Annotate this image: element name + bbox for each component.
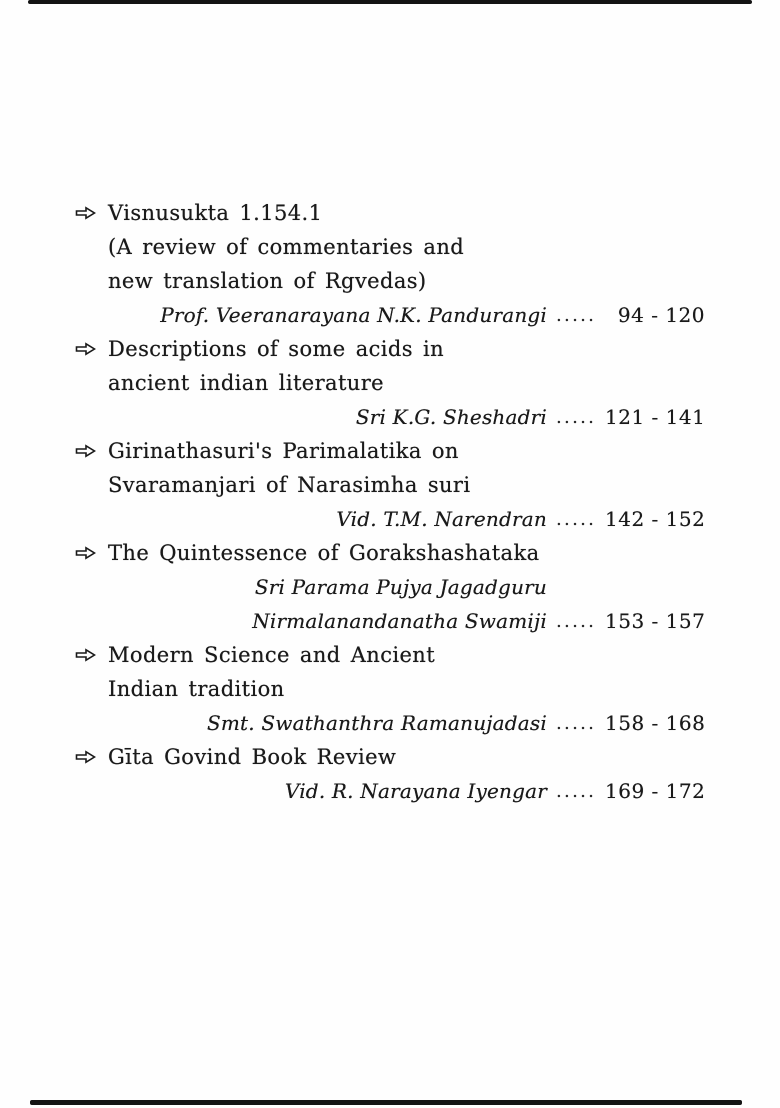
title-line (75, 230, 705, 264)
entry-author-text: Sri K.G. Sheshadri (355, 405, 547, 429)
arrow-bullet-icon (75, 196, 108, 230)
scan-edge-top (28, 0, 752, 4)
author-row (75, 298, 705, 332)
author-row (75, 774, 705, 808)
author-row (75, 706, 705, 740)
entry-page-range: 153 - 157 (605, 609, 706, 633)
arrow-bullet-icon (75, 740, 108, 774)
entry-author-text: Nirmalanandanatha Swamiji (252, 609, 547, 633)
title-line (75, 332, 705, 366)
toc-list (75, 196, 705, 808)
entry-title-text: The Quintessence of Gorakshashataka (108, 541, 540, 565)
toc-entry (75, 536, 705, 638)
title-line (75, 468, 705, 502)
author-row (75, 570, 705, 604)
entry-page-range: 142 - 152 (605, 507, 706, 531)
toc-entry (75, 434, 705, 536)
entry-title-text: Gīta Govind Book Review (108, 745, 397, 769)
entry-title-text: Svaramanjari of Narasimha suri (108, 473, 471, 497)
arrow-bullet-icon (75, 638, 108, 672)
entry-author-text: Smt. Swathanthra Ramanujadasi (206, 711, 547, 735)
bullet-spacer (75, 264, 108, 298)
entry-title-text: Descriptions of some acids in (108, 337, 445, 361)
author-row (75, 502, 705, 536)
arrow-bullet-icon (75, 536, 108, 570)
toc-entry (75, 196, 705, 332)
entry-title-text: Modern Science and Ancient (108, 643, 436, 667)
entry-author-text: Sri Parama Pujya Jagadguru (254, 575, 547, 599)
bullet-spacer (75, 468, 108, 502)
author-row (75, 400, 705, 434)
entry-title-text: new translation of Rgvedas) (108, 269, 427, 293)
entry-author-text: Vid. T.M. Narendran (336, 507, 547, 531)
title-line (75, 672, 705, 706)
author-row (75, 604, 705, 638)
dots-leader: ..... (555, 712, 597, 734)
dots-leader: ..... (555, 780, 597, 802)
title-line (75, 366, 705, 400)
dots-leader: ..... (555, 610, 597, 632)
title-line (75, 196, 705, 230)
scan-edge-bottom (30, 1100, 742, 1105)
dots-leader: ..... (555, 508, 597, 530)
entry-title-text: ancient indian literature (108, 371, 384, 395)
entry-page-range: 94 - 120 (617, 303, 705, 327)
entry-title-text: Girinathasuri's Parimalatika on (108, 439, 459, 463)
bullet-spacer (75, 366, 108, 400)
entry-page-range: 121 - 141 (605, 405, 706, 429)
entry-author-text: Vid. R. Narayana Iyengar (284, 779, 547, 803)
toc-entry (75, 638, 705, 740)
title-line (75, 264, 705, 298)
entry-page-range: 158 - 168 (605, 711, 706, 735)
dots-leader: ..... (555, 304, 597, 326)
title-line (75, 536, 705, 570)
title-line (75, 638, 705, 672)
entry-author-text: Prof. Veeranarayana N.K. Pandurangi (160, 303, 547, 327)
title-line (75, 434, 705, 468)
toc-entry (75, 740, 705, 808)
arrow-bullet-icon (75, 434, 108, 468)
title-line (75, 740, 705, 774)
entry-title-text: Indian tradition (108, 677, 285, 701)
dots-leader: ..... (555, 406, 597, 428)
entry-page-range: 169 - 172 (605, 779, 706, 803)
entry-title-text: (A review of commentaries and (108, 235, 465, 259)
arrow-bullet-icon (75, 332, 108, 366)
entry-title-text: Visnusukta 1.154.1 (108, 201, 323, 225)
bullet-spacer (75, 672, 108, 706)
toc-entry (75, 332, 705, 434)
bullet-spacer (75, 230, 108, 264)
